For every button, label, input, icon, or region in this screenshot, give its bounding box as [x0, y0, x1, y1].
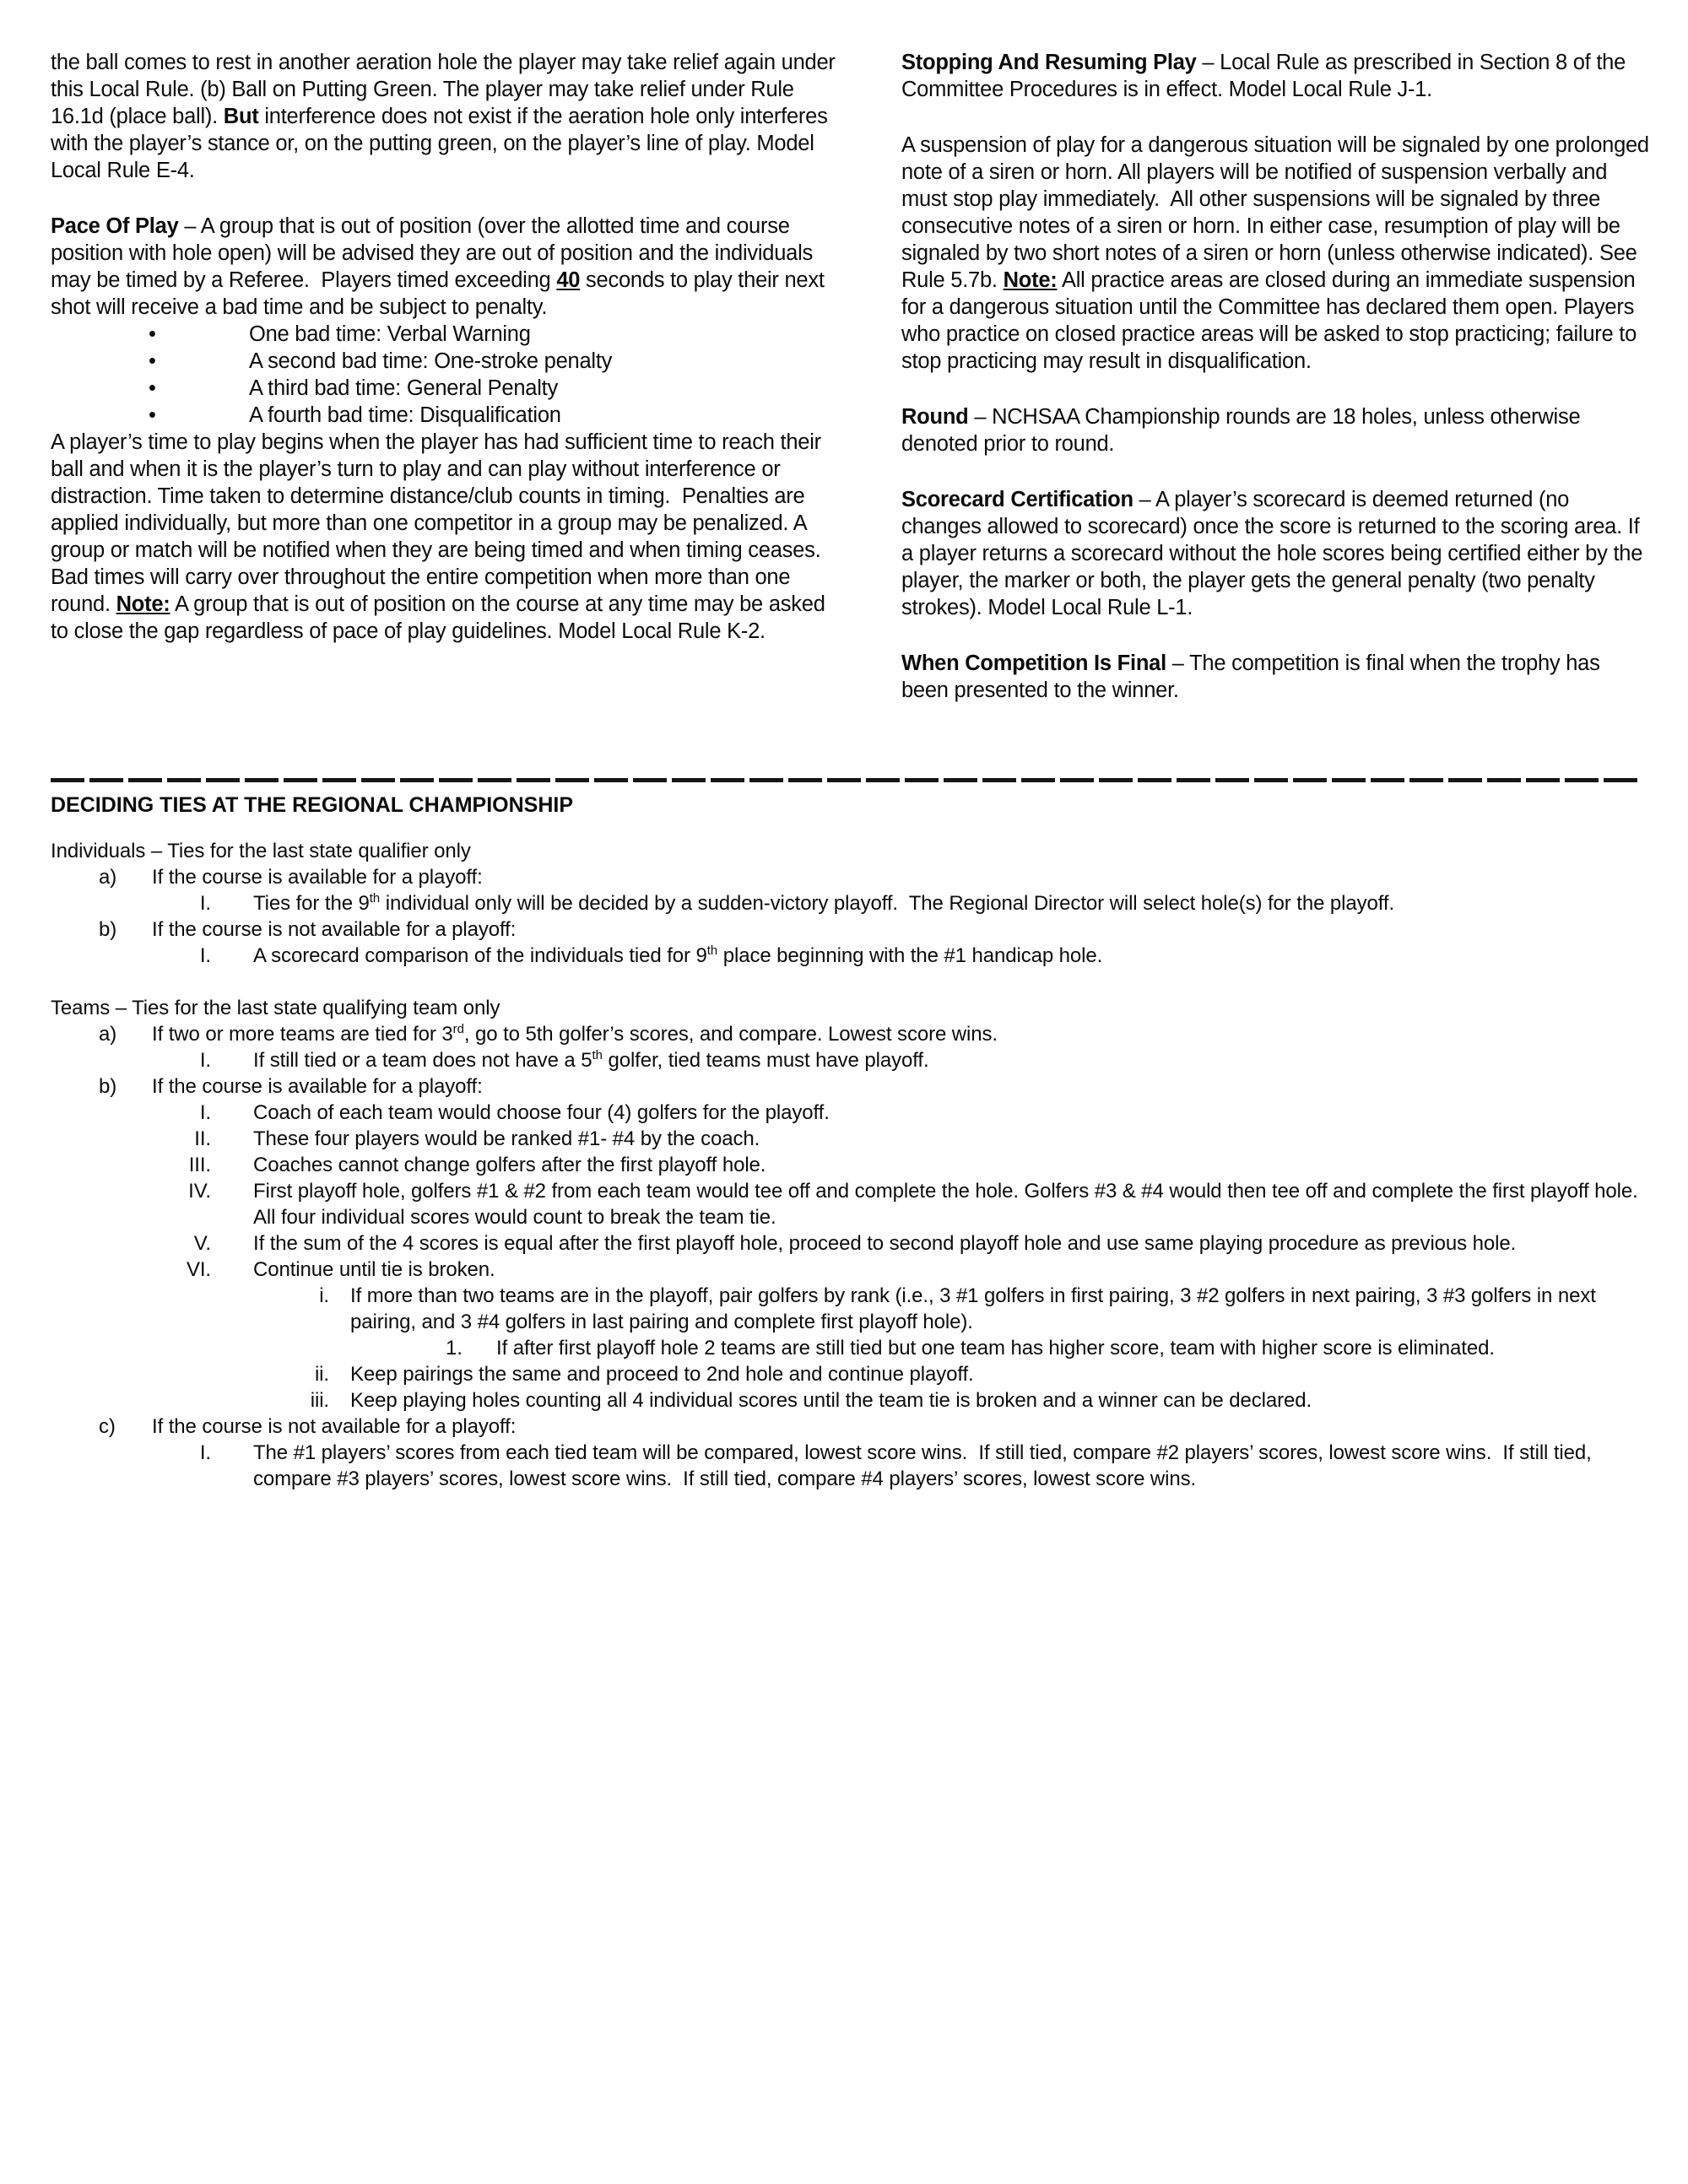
- text-run: interference does not exist if the aeration hole only interferes with the player’s stance or, on the putting green, on the player’s line of play. Model Local Rule E-4.: [51, 105, 834, 182]
- list-item: [51, 995, 1642, 1021]
- paragraph: [901, 132, 1653, 375]
- list-item-text: [152, 1075, 483, 1098]
- text-run: These four players would be ranked #1- #4 by the coach.: [253, 1127, 760, 1150]
- text-run: Round: [901, 405, 969, 429]
- list-marker: VI.: [186, 1258, 211, 1281]
- list-item: [51, 1257, 1642, 1283]
- text-run: Continue until tie is broken.: [253, 1258, 495, 1281]
- text-run: Scorecard Certification: [901, 488, 1133, 511]
- bullet-icon: •: [149, 349, 156, 373]
- right-column: [901, 49, 1653, 704]
- paragraph: [901, 49, 1653, 103]
- list-item: [51, 1021, 1642, 1047]
- text-run: If more than two teams are in the playoff, pair golfers by rank (i.e., 3 #1 golfers in first pairing, 3 #2 golfers in next pairing, 3 #3 golfers in next pairing, and 3 #4 golfers in last pairing and complete first playoff hole).: [350, 1284, 1602, 1333]
- list-marker: I.: [199, 1101, 211, 1124]
- list-item: [51, 1283, 1642, 1335]
- text-run: the ball comes to rest in another aeration hole the player may take relief again under this Local Rule. (b) Ball on Putting Green. The player may take relief under Rule 16.1d (place ball).: [51, 51, 841, 128]
- list-marker: i.: [319, 1284, 329, 1307]
- list-marker: I.: [199, 892, 211, 915]
- text-run: A group that is out of position on the course at any time may be asked to close the gap regardless of pace of play guidelines. Model Local Rule K-2.: [51, 592, 831, 643]
- list-item-text: [253, 1101, 830, 1124]
- list-item-text: [350, 1389, 1312, 1412]
- list-item: [51, 838, 1642, 864]
- list-item: [51, 1361, 1642, 1387]
- bullet-item: [51, 375, 840, 402]
- text-run: – A group that is out of position (over the allotted time and course position with hole open) will be advised they are out of position and the individuals may be timed by a Referee. Players timed exceeding: [51, 214, 819, 292]
- text-run: If the sum of the 4 scores is equal after the first playoff hole, proceed to second playoff hole and use same playing procedure as previous hole.: [253, 1232, 1517, 1255]
- text-run: First playoff hole, golfers #1 & #2 from each team would tee off and complete the hole. Golfers #3 & #4 would then tee off and complete the first playoff hole. All four individual scores would count to break the team tie.: [253, 1180, 1642, 1229]
- list-item-text: [51, 840, 471, 862]
- list-marker: IV.: [188, 1180, 211, 1203]
- list-item-text: [253, 1180, 1642, 1229]
- text-run: Note:: [1003, 268, 1058, 292]
- list-marker: 1.: [446, 1337, 463, 1360]
- text-run: Keep pairings the same and proceed to 2nd hole and continue playoff.: [350, 1363, 974, 1386]
- list-marker: a): [99, 1023, 117, 1046]
- text-run: If the course is available for a playoff:: [152, 866, 483, 889]
- deciding-ties-section: [51, 792, 1642, 1492]
- list-item-text: [253, 1232, 1516, 1255]
- text-run: If the course is not available for a playoff:: [152, 1415, 517, 1438]
- paragraph: [51, 49, 840, 184]
- bullet-item: [51, 348, 840, 375]
- section-heading: DECIDING TIES AT THE REGIONAL CHAMPIONSHIP: [51, 793, 574, 817]
- list-item-text: [253, 1049, 929, 1072]
- text-run: , go to 5th golfer’s scores, and compare. Lowest score wins.: [463, 1023, 998, 1046]
- list-item-text: [253, 944, 1102, 967]
- text-run: th: [706, 944, 718, 958]
- paragraph: [901, 650, 1653, 704]
- list-item: [51, 890, 1642, 916]
- text-run: th: [369, 892, 381, 905]
- list-item-text: [253, 1127, 760, 1150]
- list-item-text: [152, 1415, 516, 1438]
- list-item-text: [253, 1258, 495, 1281]
- text-run: golfer, tied teams must have playoff.: [602, 1049, 929, 1072]
- text-run: – A player’s scorecard is deemed returned (no changes allowed to scorecard) once the score is returned to the scoring area. If a player returns a scorecard without the hole scores being certified either by the player, the marker or both, the player gets the general penalty (two penalty strokes). Model Local Rule L-1.: [901, 488, 1648, 619]
- text-run: But: [223, 105, 259, 128]
- section-divider-dashed-line: [51, 778, 1642, 782]
- bullet-icon: •: [149, 403, 156, 427]
- list-item: [51, 1440, 1642, 1492]
- bullet-text: A fourth bad time: Disqualification: [249, 403, 561, 427]
- text-run: Individuals – Ties for the last state qualifier only: [51, 840, 471, 862]
- text-run: – NCHSAA Championship rounds are 18 holes, unless otherwise denoted prior to round.: [901, 405, 1587, 456]
- text-run: seconds to play their next shot will receive a bad time and be subject to penalty.: [51, 268, 830, 319]
- list-item-text: [253, 892, 1394, 915]
- text-run: – Local Rule as prescribed in Section 8 of the Committee Procedures is in effect. Model Local Rule J-1.: [901, 51, 1631, 101]
- paragraph: [51, 213, 840, 321]
- text-run: A scorecard comparison of the individuals tied for 9: [253, 944, 707, 967]
- list-item-text: [152, 918, 516, 941]
- list-item: [51, 943, 1642, 969]
- bullet-text: One bad time: Verbal Warning: [249, 322, 531, 346]
- text-run: Note:: [116, 592, 170, 616]
- list-item: [51, 1387, 1642, 1414]
- text-run: The #1 players’ scores from each tied team will be compared, lowest score wins. If still tied, compare #2 players’ scores, lowest score wins. If still tied, compare #3 players’ scores, lowest score wins. If still tied, compare #4 players’ scores, lowest score wins.: [253, 1441, 1598, 1490]
- list-item: [51, 1414, 1642, 1440]
- list-item-text: [350, 1363, 974, 1386]
- text-run: If the course is available for a playoff:: [152, 1075, 483, 1098]
- list-item: [51, 1335, 1642, 1361]
- list-marker: iii.: [310, 1389, 329, 1412]
- text-run: rd: [452, 1023, 464, 1036]
- text-run: All practice areas are closed during an immediate suspension for a dangerous situation until the Committee has declared them open. Players who practice on closed practice areas will be asked to stop practicing; failure to stop practicing may result in disqualification.: [901, 268, 1642, 373]
- text-run: A player’s time to play begins when the player has had sufficient time to reach their ball and when it is the player’s turn to play and can play without interference or distraction. Time taken to determine distance/club counts in timing. Penalties are applied individually, but more than one competitor in a group may be penalized. A group or match will be notified when they are being timed and when timing ceases. Bad times will carry over throughout the entire competition when more than one round.: [51, 430, 827, 616]
- text-run: th: [592, 1049, 603, 1062]
- text-run: Stopping And Resuming Play: [901, 51, 1197, 74]
- paragraph: [901, 486, 1653, 621]
- list-item: [51, 1152, 1642, 1178]
- left-column: [51, 49, 840, 704]
- list-item: [51, 1230, 1642, 1257]
- bullet-text: A third bad time: General Penalty: [249, 376, 558, 400]
- list-marker: V.: [193, 1232, 211, 1255]
- text-run: A suspension of play for a dangerous situation will be signaled by one prolonged note of a siren or horn. All players will be notified of suspension verbally and must stop play immediately. All other suspensions will be signaled by three consecutive notes of a siren or horn. In either case, resumption of play will be signaled by two short notes of a siren or horn (unless otherwise indicated). See Rule 5.7b.: [901, 133, 1655, 292]
- bullet-text: A second bad time: One-stroke penalty: [249, 349, 613, 373]
- bullet-icon: •: [149, 322, 156, 346]
- list-item-text: [350, 1284, 1601, 1333]
- text-run: Teams – Ties for the last state qualifying team only: [51, 997, 500, 1019]
- list-marker: b): [99, 918, 117, 941]
- list-marker: c): [99, 1415, 116, 1438]
- paragraph: [51, 429, 840, 645]
- list-item-text: [51, 997, 500, 1019]
- list-marker: I.: [199, 944, 211, 967]
- two-column-layout: [51, 49, 1655, 704]
- list-item-text: [496, 1337, 1495, 1360]
- ties-outline-list: [51, 838, 1642, 1492]
- text-run: Ties for the 9: [253, 892, 370, 915]
- list-marker: III.: [188, 1154, 211, 1176]
- list-item: [51, 1126, 1642, 1152]
- list-item-text: [253, 1154, 766, 1176]
- list-marker: b): [99, 1075, 117, 1098]
- list-item: [51, 916, 1642, 943]
- list-marker: II.: [194, 1127, 211, 1150]
- list-marker: I.: [199, 1441, 211, 1464]
- list-marker: a): [99, 866, 117, 889]
- list-item: [51, 864, 1642, 890]
- text-run: If after first playoff hole 2 teams are still tied but one team has higher score, team with higher score is eliminated.: [496, 1337, 1495, 1360]
- bullet-item: [51, 402, 840, 429]
- list-item: [51, 1178, 1642, 1230]
- paragraph: [901, 403, 1653, 457]
- list-item: [51, 1073, 1642, 1100]
- list-item: [51, 1047, 1642, 1073]
- text-run: If two or more teams are tied for 3: [152, 1023, 453, 1046]
- text-run: When Competition Is Final: [901, 651, 1166, 675]
- text-run: place beginning with the #1 handicap hole.: [717, 944, 1103, 967]
- list-item-text: [152, 866, 483, 889]
- bullet-item: [51, 321, 840, 348]
- list-item-text: [253, 1441, 1597, 1490]
- text-run: individual only will be decided by a sudden-victory playoff. The Regional Director will select hole(s) for the playoff.: [380, 892, 1395, 915]
- list-marker: ii.: [314, 1363, 329, 1386]
- bullet-list: [51, 321, 840, 429]
- text-run: Pace Of Play: [51, 214, 179, 238]
- list-marker: I.: [199, 1049, 211, 1072]
- bullet-icon: •: [149, 376, 156, 400]
- text-run: Coaches cannot change golfers after the first playoff hole.: [253, 1154, 766, 1176]
- text-run: 40: [556, 268, 581, 292]
- list-item-text: [152, 1023, 998, 1046]
- text-run: – The competition is final when the trophy has been presented to the winner.: [901, 651, 1606, 702]
- text-run: Coach of each team would choose four (4) golfers for the playoff.: [253, 1101, 830, 1124]
- text-run: Keep playing holes counting all 4 individual scores until the team tie is broken and a winner can be declared.: [350, 1389, 1312, 1412]
- text-run: If the course is not available for a playoff:: [152, 918, 517, 941]
- list-item: [51, 1100, 1642, 1126]
- text-run: If still tied or a team does not have a 5: [253, 1049, 592, 1072]
